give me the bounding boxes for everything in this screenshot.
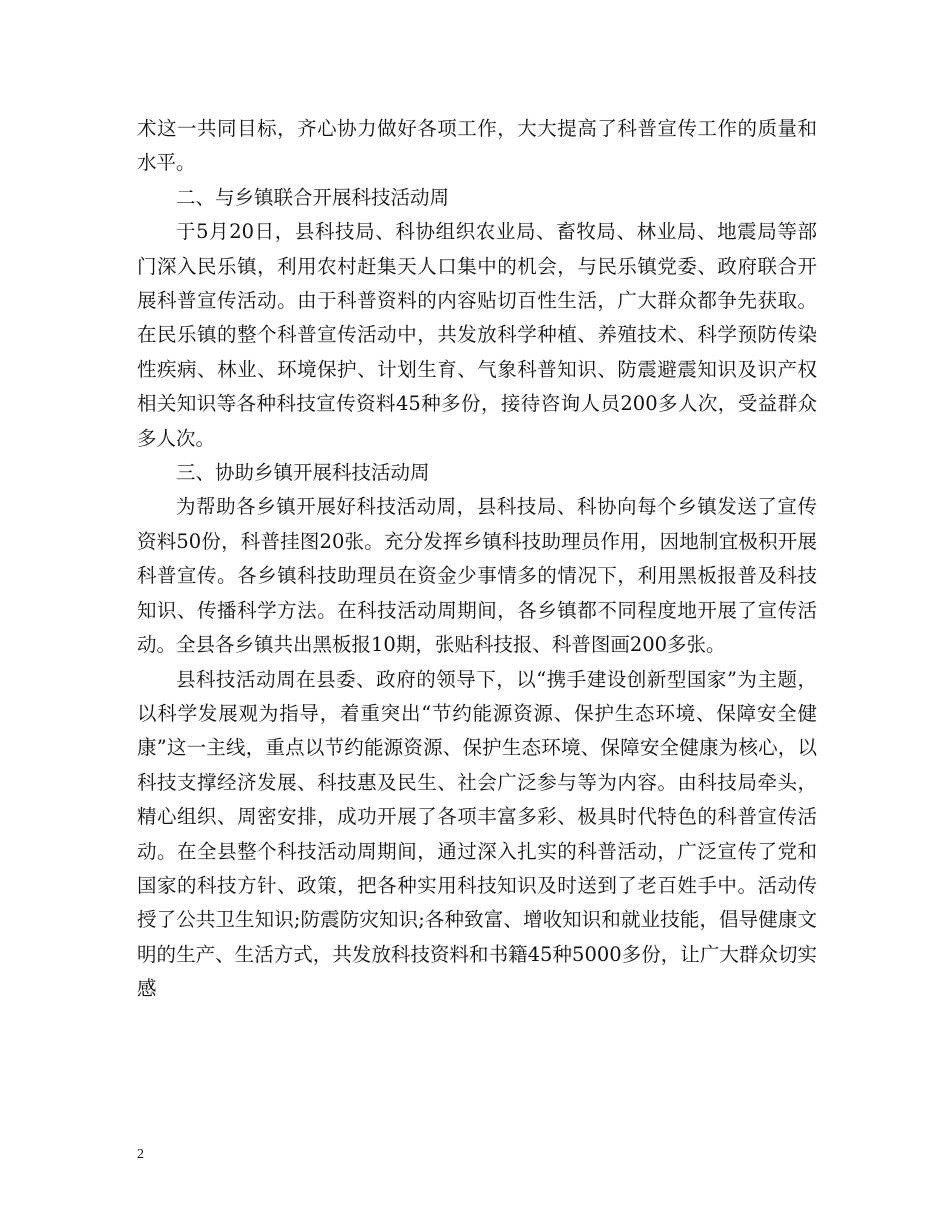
section-heading-three: 三、协助乡镇开展科技活动周: [176, 461, 430, 485]
paragraph-continuation: 术这一共同目标，齐心协力做好各项工作，大大提高了科普宣传工作的质量和水平。: [137, 117, 817, 175]
paragraph-section-three: 为帮助各乡镇开展好科技活动周，县科技局、科协向每个乡镇发送了宣传资料50份，科普挂图20张。充分发挥乡镇科技助理员作用，因地制宜极积开展科普宣传。各乡镇科技助理员在资金少事情多的情况下，利用黑板报普及科技知识、传播科学方法。在科技活动周期间，各乡镇都不同程度地开展了宣传活动。全县各乡镇共出黑板报10期，张贴科技报、科普图画200多张。: [137, 495, 817, 657]
page-number: 2: [137, 1147, 144, 1162]
paragraph-section-two: 于5月20日，县科技局、科协组织农业局、畜牧局、林业局、地震局等部门深入民乐镇，利用农村赶集天人口集中的机会，与民乐镇党委、政府联合开展科普宣传活动。由于科普资料的内容贴切百性生活，广大群众都争先获取。在民乐镇的整个科普宣传活动中，共发放科学种植、养殖技术、科学预防传染性疾病、林业、环境保护、计划生育、气象科普知识、防震避震知识及识产权相关知识等各种科技宣传资料45种多份，接待咨询人员200多人次，受益群众多人次。: [137, 220, 817, 450]
section-heading-two: 二、与乡镇联合开展科技活动周: [176, 185, 450, 209]
document-body: [137, 112, 817, 1007]
paragraph-summary: 县科技活动周在县委、政府的领导下，以“携手建设创新型国家”为主题，以科学发展观为指导，着重突出“节约能源资源、保护生态环境、保障安全健康”这一主线，重点以节约能源资源、保护生态环境、保障安全健康为核心，以科技支撑经济发展、科技惠及民生、社会广泛参与等为内容。由科技局牵头，精心组织、周密安排，成功开展了各项丰富多彩、极具时代特色的科普宣传活动。在全县整个科技活动周期间，通过深入扎实的科普活动，广泛宣传了党和国家的科技方针、政策，把各种实用科技知识及时送到了老百姓手中。活动传授了公共卫生知识;防震防灾知识;各种致富、增收知识和就业技能，倡导健康文明的生产、生活方式，共发放科技资料和书籍45种5000多份，让广大群众切实感: [137, 667, 817, 1001]
